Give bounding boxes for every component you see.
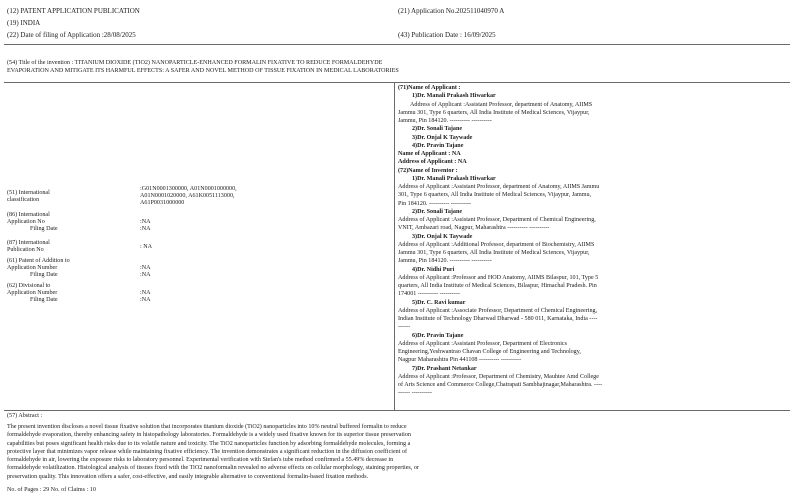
filing-date: (22) Date of filing of Application :28/08/2025 bbox=[7, 31, 136, 39]
classification-label: classification bbox=[7, 197, 40, 203]
right-line: 174001 ---------- ---------- bbox=[398, 291, 460, 298]
field-value: :NA bbox=[140, 297, 151, 303]
right-line: Address of Applicant :Assistant Professor, department of Anatomy, AIIMS Jammu bbox=[398, 184, 600, 190]
right-line: 5)Dr. C. Ravi kumar bbox=[412, 299, 466, 306]
classification-value: :G01N0001300000, A01N0001000000, bbox=[140, 186, 237, 192]
classification-value: A01N0001020000, A61K0051113000, bbox=[140, 193, 235, 199]
abstract-line: formaldehyde evaporation, thereby enhancing safety in histopathology laboratories. Formaldehyde is a widely used fixative known for its superior tissue preservation bbox=[7, 432, 411, 439]
right-line: 1)Dr. Manali Prakash Hiwarkar bbox=[412, 93, 496, 100]
right-line: Jammu, Pin 184120. ---------- ---------- bbox=[398, 258, 492, 265]
publication-date: (43) Publication Date : 16/09/2025 bbox=[398, 31, 496, 39]
right-line: 4)Dr. Nidhi Puri bbox=[412, 266, 455, 273]
publication-type: (12) PATENT APPLICATION PUBLICATION bbox=[7, 7, 140, 15]
right-line: 1)Dr. Manali Prakash Hiwarkar bbox=[412, 175, 496, 182]
right-line: Address of Applicant :Professor and HOD Anatomy, AIIMS Bilaspur, 101, Type 5 bbox=[398, 274, 599, 281]
abstract-line: preservation quality. This innovation offers a safer, cost-effective, and easily integrable alternative to conventional formalin-based fixation methods. bbox=[7, 473, 369, 480]
right-line: (71)Name of Applicant : bbox=[398, 85, 461, 91]
right-line: Indian Institute of Technology Dharwad Dharwad - 580 011, Karnataka, India ---- bbox=[398, 316, 598, 322]
application-number: (21) Application No.202511040970 A bbox=[398, 7, 505, 15]
right-line: Address of Applicant : NA bbox=[398, 159, 467, 166]
field-value: :NA bbox=[140, 265, 151, 271]
right-line: 2)Dr. Sonali Tajane bbox=[412, 208, 463, 215]
abstract-text bbox=[7, 423, 785, 481]
right-line: Pin 184120. ---------- ---------- bbox=[398, 200, 472, 207]
divider-title bbox=[4, 82, 790, 83]
right-line: 7)Dr. Prashant Netankar bbox=[412, 365, 477, 372]
field-label: (62) Divisional to bbox=[7, 283, 51, 289]
abstract-label: (57) Abstract : bbox=[7, 413, 43, 419]
column-divider bbox=[394, 82, 395, 410]
right-line: 301, Type 6 quarters, All India Institute of Medical Sciences, Vijaypur, Jammu, bbox=[398, 192, 592, 199]
field-label: Filing Date bbox=[30, 272, 58, 278]
right-line: ------ bbox=[398, 324, 411, 331]
right-line: VNIT, Ambazari road, Nagpur, Maharashtra ---------- ---------- bbox=[398, 225, 550, 232]
right-line: (72)Name of Inventor : bbox=[398, 167, 458, 174]
field-label: Application No bbox=[7, 219, 45, 225]
field-label: (87) International bbox=[7, 240, 50, 246]
right-line: quarters, All India Institute of Medical Sciences, Bilaspur, Himachal Pradesh. Pin bbox=[398, 283, 597, 289]
right-line: Address of Applicant :Additional Professor, department of Biochemistry, AIIMS bbox=[398, 241, 595, 248]
abstract-line: formaldehyde in air, lowering the exposure risks to laboratory personnel. Experimental verification with Stefan's tube method confirmed a 55.49% decrease in bbox=[7, 457, 394, 464]
right-line: Name of Applicant : NA bbox=[398, 151, 461, 157]
field-label: Filing Date bbox=[30, 297, 58, 303]
right-line: Jammu 301, Type 6 quarters, All India Institute of Medical Sciences, Vijaypur, bbox=[398, 250, 590, 256]
divider-header bbox=[4, 44, 790, 45]
right-line: Engineering,Yeshwantrao Chavan College of Engineering and Technology, bbox=[398, 349, 581, 355]
right-line: ------ ---------- bbox=[398, 390, 432, 397]
right-line: Address of Applicant :Assistant Professor, Department of Electronics bbox=[398, 340, 567, 347]
right-line: Address of Applicant :Assistant Professor, Department of Chemical Engineering, bbox=[398, 217, 596, 223]
field-label: (86) International bbox=[7, 212, 50, 218]
field-label: Application Number bbox=[7, 265, 58, 271]
field-label: (61) Patent of Addition to bbox=[7, 258, 70, 264]
field-label: Application Number bbox=[7, 290, 58, 296]
right-line: 4)Dr. Pravin Tajane bbox=[412, 142, 464, 149]
divider-abstract bbox=[4, 410, 790, 411]
right-line: 6)Dr. Pravin Tajane bbox=[412, 332, 464, 339]
field-label: Publication No bbox=[7, 247, 44, 253]
right-line: Address of Applicant :Associate Professor, Department of Chemical Engineering, bbox=[398, 307, 598, 314]
abstract-line: formaldehyde volatilization. Histological analysis of tissues fixed with the TiO2 nanoformalin revealed no adverse effects on cellular morphology, staining properties, or bbox=[7, 465, 419, 472]
country: (19) INDIA bbox=[7, 19, 41, 27]
field-value: :NA bbox=[140, 272, 151, 278]
right-line: Jammu, Pin 184120. ---------- ---------- bbox=[398, 118, 492, 124]
page-claims-count: No. of Pages : 29 No. of Claims : 10 bbox=[7, 487, 96, 493]
classification-label: (51) International bbox=[7, 190, 50, 196]
title-line: (54) Title of the invention : TITANIUM DIOXIDE (TIO2) NANOPARTICLE-ENHANCED FORMALIN FIXATIVE TO REDUCE FORMALDEHYDE bbox=[7, 60, 383, 66]
field-value: :NA bbox=[140, 226, 151, 232]
field-value: : NA bbox=[140, 244, 153, 250]
abstract-line: protective layer that minimizes vapor release while maintaining fixative efficiency. The invention demonstrates a significant reduction in the diffusion coefficient of bbox=[7, 448, 408, 455]
abstract-line: The present invention discloses a novel tissue fixative solution that incorporates titanium dioxide (TiO2) nanoparticles into 10% neutral buffered formalin to reduce bbox=[7, 424, 407, 430]
abstract-line: capabilities but poses significant health risks due to its volatile nature and toxicity. The TiO2 nanoparticles function by adsorbing formaldehyde molecules, forming a bbox=[7, 440, 411, 447]
right-line: Address of Applicant :Professor, Department of Chemistry, Mauhtee Amd College bbox=[398, 373, 599, 380]
right-line: Nagpur Maharashtra Pin 441108 ---------- ---------- bbox=[398, 357, 522, 364]
field-value: :NA bbox=[140, 219, 151, 225]
right-line: 2)Dr. Sonali Tajane bbox=[412, 126, 463, 133]
field-value: :NA bbox=[140, 290, 151, 296]
right-line: 3)Dr. Onjal K Taywade bbox=[412, 233, 473, 240]
title-line: EVAPORATION AND MITIGATE ITS HARMFUL EFFECTS: A SAFER AND NOVEL METHOD OF TISSUE FIXATION IN MEDICAL LABORATORIES bbox=[7, 68, 399, 74]
field-label: Filing Date bbox=[30, 226, 58, 232]
right-line: Address of Applicant :Assistant Professor, department of Anatomy, AIIMS bbox=[410, 101, 593, 108]
right-line: 3)Dr. Onjal K Taywade bbox=[412, 134, 473, 141]
right-line: of Arts Science and Commerce College,Chatrapati Sambhajinagar,Maharashtra. ---- bbox=[398, 382, 603, 388]
right-line: Jammu 301, Type 6 quarters, All India Institute of Medical Sciences, Vijaypur, bbox=[398, 109, 590, 116]
classification-value: A61P0031000000 bbox=[140, 200, 185, 206]
